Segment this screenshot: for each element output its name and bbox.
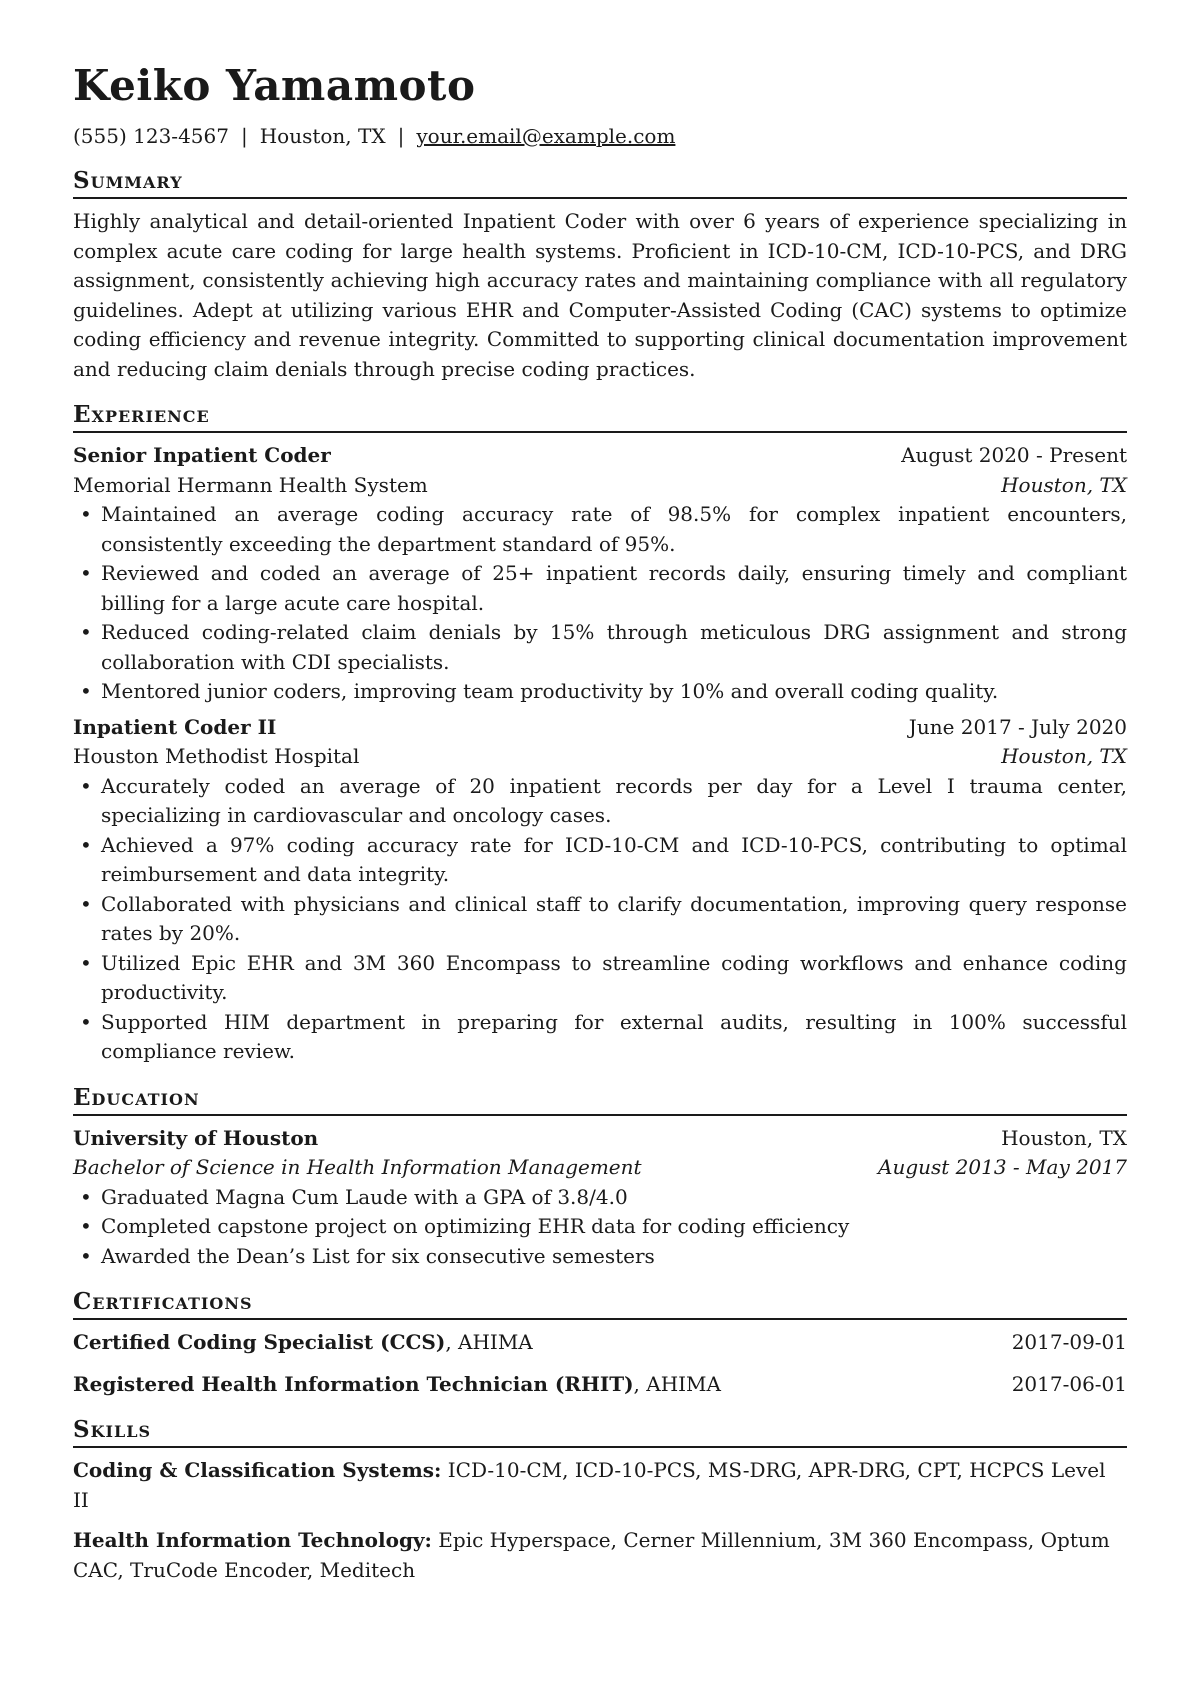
skills-section [73, 1415, 1127, 1585]
bullet-item: • Supported HIM department in preparing for external audits, resulting in 100% successful compliance review. [73, 1008, 1127, 1067]
section-title-certifications: Certifications [73, 1287, 1127, 1320]
bullet-item: • Reduced coding-related claim denials by 15% through meticulous DRG assignment and strong collaboration with CDI specialists. [73, 618, 1127, 677]
employer: Houston Methodist Hospital [73, 744, 360, 768]
bullet-item: • Utilized Epic EHR and 3M 360 Encompass to streamline coding workflows and enhance coding productivity. [73, 949, 1127, 1008]
bullet-item: • Collaborated with physicians and clinical staff to clarify documentation, improving query response rates by 20%. [73, 890, 1127, 949]
job-title: Senior Inpatient Coder [73, 443, 331, 467]
bullet-item: • Accurately coded an average of 20 inpatient records per day for a Level I trauma center, specializing in cardiovascular and oncology cases. [73, 772, 1127, 831]
job-location: Houston, TX [1001, 744, 1127, 768]
education-bullets [73, 1183, 1127, 1272]
skill-group [73, 1526, 1127, 1585]
skill-values: Epic Hyperspace, Cerner Millennium, 3M 360 Encompass, Optum CAC, TruCode Encoder, Meditech [73, 1528, 1110, 1582]
certification-issuer: , AHIMA [633, 1371, 721, 1396]
skill-values: ICD-10-CM, ICD-10-PCS, MS-DRG, APR-DRG, CPT, HCPCS Level II [73, 1458, 1106, 1512]
certification-name: Certified Coding Specialist (CCS) [73, 1330, 446, 1354]
job-dates: June 2017 - July 2020 [908, 714, 1127, 739]
section-title-education: Education [73, 1083, 1127, 1116]
certification-item [73, 1328, 1127, 1358]
email-link[interactable]: your.email@example.com [416, 124, 676, 148]
bullet-item: • Completed capstone project on optimizing EHR data for coding efficiency [73, 1212, 1127, 1242]
bullet-item: • Achieved a 97% coding accuracy rate for ICD-10-CM and ICD-10-PCS, contributing to optimal reimbursement and data integrity. [73, 831, 1127, 890]
employer: Memorial Hermann Health System [73, 472, 428, 497]
section-title-skills: Skills [73, 1415, 1127, 1448]
job-bullets [73, 500, 1127, 707]
phone: (555) 123-4567 [73, 124, 229, 148]
certifications-section [73, 1287, 1127, 1399]
candidate-name: Keiko Yamamoto [73, 61, 476, 110]
section-title-summary: Summary [73, 166, 1127, 199]
job-dates: August 2020 - Present [901, 443, 1127, 467]
location: Houston, TX [259, 124, 386, 148]
certification-item [73, 1370, 1127, 1400]
bullet-item: • Awarded the Dean’s List for six consecutive semesters [73, 1242, 1127, 1272]
separator: | [397, 124, 405, 148]
bullet-item: • Maintained an average coding accuracy rate of 98.5% for complex inpatient encounters, consistently exceeding the department standard of 95%. [73, 500, 1127, 559]
school-location: Houston, TX [1001, 1125, 1127, 1150]
job-location: Houston, TX [1001, 472, 1127, 497]
skill-label: Coding & Classification Systems: [73, 1458, 442, 1482]
job-entry [73, 441, 1127, 707]
job-bullets [73, 772, 1127, 1067]
bullet-item: • Graduated Magna Cum Laude with a GPA of 3.8/4.0 [73, 1183, 1127, 1213]
certification-date: 2017-06-01 [1011, 1371, 1127, 1396]
school-name: University of Houston [73, 1125, 319, 1150]
contact-line [73, 122, 1127, 150]
degree: Bachelor of Science in Health Information Management [73, 1155, 642, 1179]
education-dates: August 2013 - May 2017 [878, 1155, 1127, 1179]
job-entry [73, 713, 1127, 1067]
job-title: Inpatient Coder II [73, 714, 277, 739]
education-section [73, 1083, 1127, 1272]
resume-page [73, 62, 1127, 1596]
section-title-experience: Experience [73, 400, 1127, 433]
summary-text: Highly analytical and detail-oriented Inpatient Coder with over 6 years of experience specializing in complex acute care coding for large health systems. Proficient in ICD-10-CM, ICD-10-PCS, and DRG assignment, consistently achieving high accuracy rates and maintaining compliance with all regulatory guidelines. Adept at utilizing various EHR and Computer-Assisted Coding (CAC) systems to optimize coding efficiency and revenue integrity. Committed to supporting clinical documentation improvement and reducing claim denials through precise coding practices. [73, 209, 1127, 381]
bullet-item: • Mentored junior coders, improving team productivity by 10% and overall coding quality. [73, 677, 1127, 707]
skill-label: Health Information Technology: [73, 1528, 432, 1552]
bullet-item: • Reviewed and coded an average of 25+ inpatient records daily, ensuring timely and compliant billing for a large acute care hospital. [73, 559, 1127, 618]
certification-name: Registered Health Information Technician (RHIT) [73, 1371, 634, 1396]
certification-issuer: , AHIMA [445, 1330, 533, 1354]
experience-section [73, 400, 1127, 1067]
separator: | [240, 124, 248, 148]
summary-section [73, 166, 1127, 384]
skill-group [73, 1456, 1127, 1515]
certification-date: 2017-09-01 [1011, 1330, 1127, 1354]
